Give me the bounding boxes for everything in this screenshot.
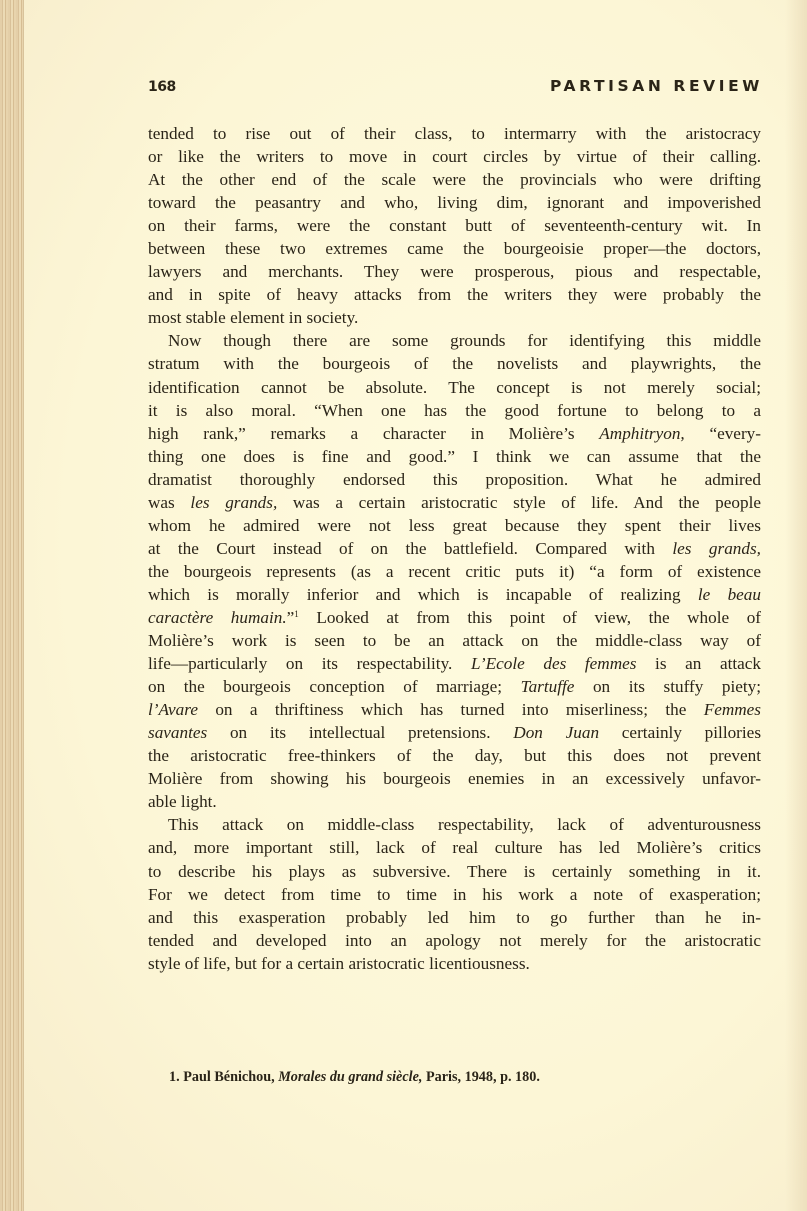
- text-line: and in spite of heavy attacks from the writers they were probably the: [148, 285, 761, 305]
- text-line: style of life, but for a certain aristocratic licentiousness.: [148, 953, 530, 973]
- footnote-number: 1.: [169, 1069, 180, 1085]
- text-line: or like the writers to move in court circles by virtue of their calling.: [148, 147, 761, 167]
- page-right-shade: [785, 0, 807, 1211]
- text-run: on the bourgeois conception of marriage;: [148, 677, 521, 697]
- body-text: [148, 122, 761, 975]
- footnote-author: Paul Bénichou,: [179, 1069, 279, 1085]
- text-line: [148, 698, 761, 721]
- text-line: toward the peasantry and who, living dim, ignorant and impoverished: [148, 193, 761, 213]
- italic-title-don-juan: Don Juan: [513, 723, 600, 743]
- text-run: on its stuffy piety;: [574, 677, 762, 697]
- text-run: was a certain aristocratic style of life. And the people: [277, 492, 761, 512]
- page-number: 168: [148, 79, 176, 95]
- italic-title-amphitryon: Amphitryon,: [599, 423, 685, 443]
- text-line: able light.: [148, 792, 217, 812]
- running-head: PARTISAN REVIEW: [549, 77, 763, 95]
- text-run: on a thriftiness which has turned into miserliness; the: [215, 700, 704, 720]
- text-line: and this exasperation probably led him to go further than he in-: [148, 907, 761, 927]
- text-line: between these two extremes came the bourgeoisie proper—the doctors,: [148, 239, 761, 259]
- italic-title-femmes: Femmes: [703, 700, 761, 720]
- italic-les-grands: les grands,: [672, 538, 761, 558]
- text-line: Molière from showing his bourgeois enemies in an excessively unfavor-: [148, 769, 761, 789]
- text-line: whom he admired were not less great because they spent their lives: [148, 515, 761, 535]
- text-line: the bourgeois represents (as a recent critic puts it) “a form of existence: [148, 561, 761, 581]
- page-edge-binding: [0, 0, 24, 1211]
- footnote-title: Morales du grand siècle,: [278, 1069, 423, 1085]
- text-line: For we detect from time to time in his work a note of exasperation;: [148, 884, 761, 904]
- text-line: [148, 675, 761, 698]
- text-run: at the Court instead of on the battlefield. Compared with: [148, 538, 673, 558]
- paragraph-3: [148, 813, 761, 974]
- text-run: certainly pillories: [599, 723, 762, 743]
- footnote-details: Paris, 1948, p. 180.: [422, 1069, 540, 1085]
- paragraph-1: [148, 122, 761, 329]
- italic-caractere-humain: caractère humain.: [148, 607, 287, 627]
- italic-le-beau: le beau: [697, 584, 761, 604]
- text-line: on their farms, were the constant butt of seventeenth-century wit. In: [148, 216, 761, 236]
- text-line: most stable element in society.: [148, 308, 359, 328]
- text-run: life—particularly on its respectability.: [148, 654, 471, 674]
- text-run: was: [148, 492, 191, 512]
- footnote-reference[interactable]: 1: [294, 608, 299, 619]
- italic-title-avare: l’Avare: [148, 700, 198, 720]
- text-run: Looked at from this point of view, the whole of: [316, 607, 762, 627]
- text-line: thing one does is fine and good.” I think we can assume that the: [148, 446, 761, 466]
- text-line: to describe his plays as subversive. There is certainly something in it.: [148, 861, 761, 881]
- text-line: stratum with the bourgeois of the novelists and playwrights, the: [148, 354, 761, 374]
- text-run: “every-: [684, 423, 761, 443]
- text-line: dramatist thoroughly endorsed this proposition. What he admired: [148, 469, 761, 489]
- footnote: [169, 1067, 540, 1087]
- text-line: [148, 721, 761, 744]
- text-run: ”: [286, 607, 295, 627]
- paragraph-2: [148, 329, 761, 813]
- text-run: which is morally inferior and which is incapable of realizing: [148, 584, 698, 604]
- text-line: [148, 491, 761, 514]
- text-line: identification cannot be absolute. The concept is not merely social;: [148, 377, 761, 397]
- text-line: [148, 606, 761, 629]
- text-line: Molière’s work is seen to be an attack on the middle-class way of: [148, 631, 761, 651]
- text-run: is an attack: [636, 654, 762, 674]
- italic-title-savantes: savantes: [148, 723, 208, 743]
- text-line: [148, 652, 761, 675]
- italic-les-grands: les grands,: [190, 492, 278, 512]
- text-line: This attack on middle-class respectability, lack of adventurousness: [168, 815, 761, 835]
- text-line: tended and developed into an apology not merely for the aristocratic: [148, 930, 761, 950]
- text-line: and, more important still, lack of real culture has led Molière’s critics: [148, 838, 761, 858]
- text-line: [148, 422, 761, 445]
- text-line: lawyers and merchants. They were prosperous, pious and respectable,: [148, 262, 761, 282]
- text-line: Now though there are some grounds for identifying this middle: [168, 331, 761, 351]
- italic-title-ecole: L’Ecole des femmes: [470, 654, 637, 674]
- text-line: it is also moral. “When one has the good fortune to belong to a: [148, 400, 761, 420]
- text-line: [148, 537, 761, 560]
- text-line: [148, 583, 761, 606]
- text-run: on its intellectual pretensions.: [229, 723, 514, 743]
- text-line: the aristocratic free-thinkers of the day, but this does not prevent: [148, 746, 761, 766]
- text-run: high rank,” remarks a character in Molière’s: [148, 423, 600, 443]
- page-header: [148, 77, 763, 99]
- italic-title-tartuffe: Tartuffe: [520, 677, 575, 697]
- text-line: tended to rise out of their class, to intermarry with the aristocracy: [148, 124, 761, 143]
- text-line: At the other end of the scale were the provincials who were drifting: [148, 170, 761, 190]
